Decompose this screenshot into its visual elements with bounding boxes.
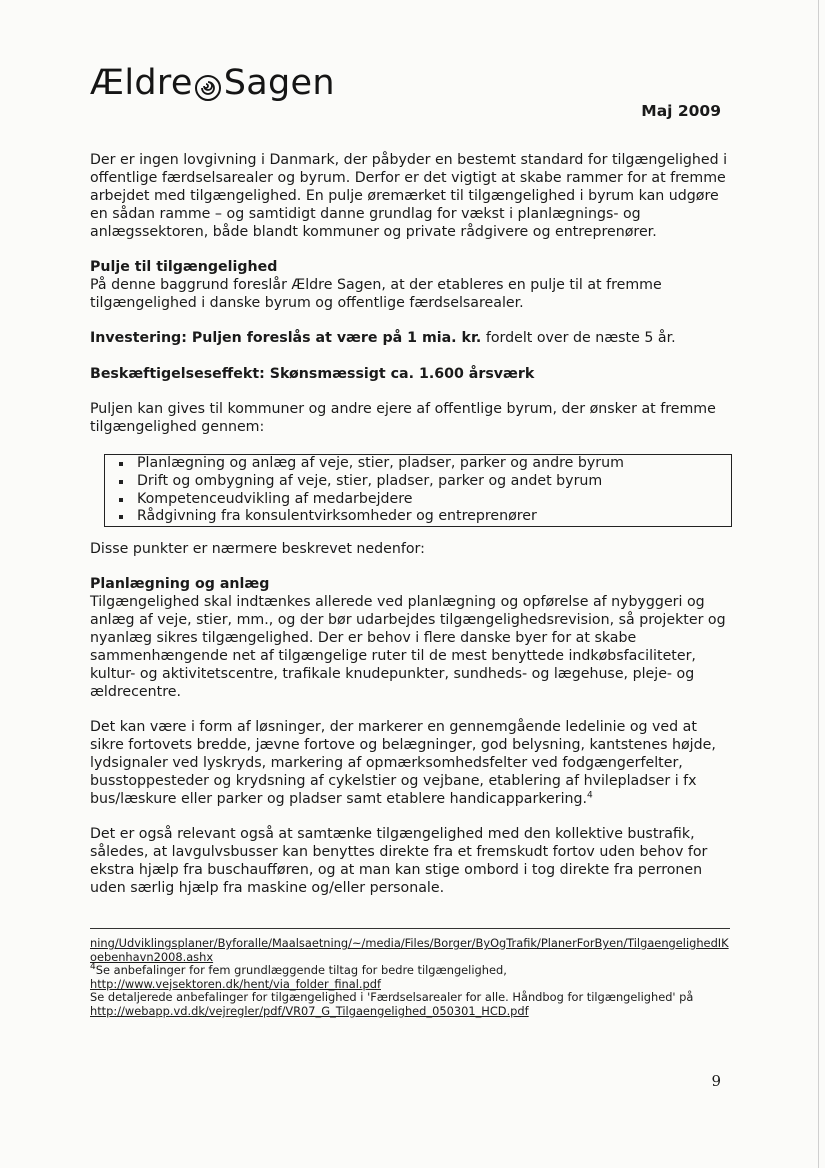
footnote-ref-4[interactable]: 4	[587, 789, 593, 800]
list-item: Kompetenceudvikling af medarbejdere	[117, 491, 731, 509]
planlaegning-paragraph-2-text: Det kan være i form af løsninger, der markerer en gennemgående ledelinie og ved at sikre fortovets bredde, jævne fortove og belægninger, god belysning, kantstenes højde, lydsignaler ved lyskryds, markering af opmærksomhedsfelter ved fodgængerfelter, busstoppesteder og krydsning af cykelstier og vejbane, etablering af hvilepladser i fx bus/læskure eller parker og pladser samt etablere handicapparkering.	[90, 719, 716, 807]
pulje-heading: Pulje til tilgængelighed	[90, 259, 278, 276]
planlaegning-heading: Planlægning og anlæg	[90, 576, 270, 593]
document-body	[90, 152, 730, 915]
logo-spiral-icon	[195, 73, 221, 99]
investering-rest: fordelt over de næste 5 år.	[481, 330, 676, 347]
pulje-gives-paragraph: Puljen kan gives til kommuner og andre ejere af offentlige byrum, der ønsker at fremme tilgængelighed gennem:	[90, 401, 716, 435]
pulje-paragraph: På denne baggrund foreslår Ældre Sagen, at der etableres en pulje til at fremme tilgængelighed i danske byrum og offentlige færdselsarealer.	[90, 276, 662, 311]
list-item: Rådgivning fra konsulentvirksomheder og entreprenører	[117, 508, 731, 526]
list-item: Drift og ombygning af veje, stier, pladser, parker og andet byrum	[117, 473, 731, 491]
planlaegning-paragraph-1: Tilgængelighed skal indtænkes allerede ved planlægning og opførelse af nybyggeri og anlæg af veje, stier, mm., og der bør udarbejdes tilgængelighedsrevision, så projekter og nyanlæg sikres tilgængelighed. Der er behov i flere danske byer for at skabe sammenhængende net af tilgængelige ruter til de mest benyttede indkøbsfaciliteter, kultur- og aktivitetscentre, trafikale knudepunkter, sundheds- og lægehuse, pleje- og ældrecentre.	[90, 594, 726, 700]
footnote-url-continuation[interactable]: ning/Udviklingsplaner/Byforalle/Maalsaetning/~/media/Files/Borger/ByOgTrafik/PlanerForByen/TilgaengelighedIKoebenhavn2008.ashx	[90, 936, 729, 964]
intro-paragraph: Der er ingen lovgivning i Danmark, der påbyder en bestemt standard for tilgængelighed i offentlige færdselsarealer og byrum. Derfor er det vigtigt at skabe rammer for at fremme arbejdet med tilgængelighed. En pulje øremærket til tilgængelighed i byrum kan udgøre en sådan ramme – og samtidigt danne grundlag for vækst i planlægnings- og anlægssektoren, både blandt kommuner og private rådgivere og entreprenører.	[90, 152, 728, 240]
footnotes-section	[90, 928, 730, 1019]
footnote-4-link[interactable]: http://www.vejsektoren.dk/hent/via_folder_final.pdf	[90, 976, 381, 991]
footnote-4-text: Se anbefalinger for fem grundlæggende tiltag for bedre tilgængelighed,	[95, 963, 507, 978]
footnote-detail-link[interactable]: http://webapp.vd.dk/vejregler/pdf/VR07_G_Tilgaengelighed_050301_HCD.pdf	[90, 1003, 529, 1018]
page-number: 9	[711, 1072, 721, 1090]
aeldre-sagen-logo	[90, 63, 335, 103]
footnote-4-number: 4	[90, 962, 96, 973]
list-item: Planlægning og anlæg af veje, stier, pladser, parker og andre byrum	[117, 455, 731, 473]
planlaegning-paragraph-3: Det er også relevant også at samtænke tilgængelighed med den kollektive bustrafik, således, at lavgulvsbusser kan benyttes direkte fra et fremskudt fortov uden behov for ekstra hjælp fra buschaufføren, og at man kan stige ombord i tog direkte fra perronen uden særlig hjælp fra maskine og/eller personale.	[90, 826, 708, 896]
investering-paragraph	[90, 330, 730, 348]
disse-punkter-paragraph: Disse punkter er nærmere beskrevet nedenfor:	[90, 540, 425, 557]
logo-text-left: Ældre	[90, 63, 193, 103]
page-edge-line	[818, 0, 819, 1168]
footnote-detail-text: Se detaljerede anbefalinger for tilgængelighed i 'Færdselsarealer for alle. Håndbog for tilgængelighed' på	[90, 990, 694, 1005]
beskaeftigelse-line: Beskæftigelseseffekt: Skønsmæssigt ca. 1.600 årsværk	[90, 365, 535, 382]
logo-text-right: Sagen	[223, 63, 335, 103]
planlaegning-paragraph-2	[90, 719, 730, 809]
investering-label: Investering: Puljen foreslås at være på 1 mia. kr.	[90, 330, 482, 347]
measures-box-list	[104, 454, 732, 526]
document-date: Maj 2009	[641, 102, 721, 120]
